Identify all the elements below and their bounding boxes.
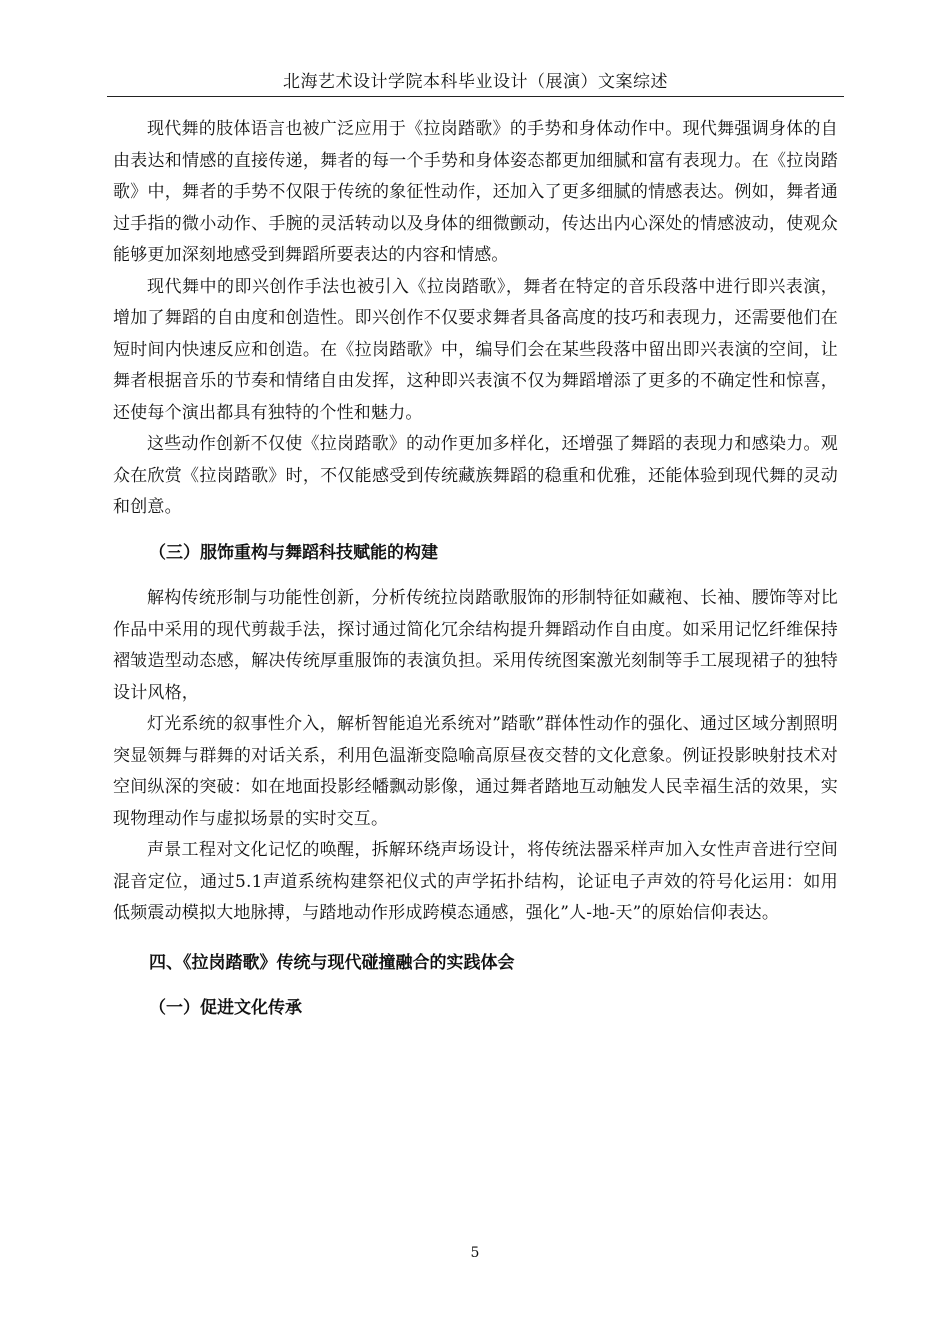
page-header-title: 北海艺术设计学院本科毕业设计（展演）文案综述	[283, 72, 668, 92]
chapter-heading-practice: 四、《拉岗踏歌》传统与现代碰撞融合的实践体会	[149, 952, 515, 973]
document-body	[113, 114, 838, 1025]
paragraph-costume: 解构传统形制与功能性创新，分析传统拉岗踏歌服饰的形制特征如藏袍、长袖、腰饰等对比作品中采用的现代剪裁手法，探讨通过简化冗余结构提升舞蹈动作自由度。如采用记忆纤维保持褶皱造型动态感，解决传统厚重服饰的表演负担。采用传统图案激光刻制等手工展现裙子的独特设计风格，	[113, 588, 838, 703]
paragraph-improvisation: 现代舞中的即兴创作手法也被引入《拉岗踏歌》，舞者在特定的音乐段落中进行即兴表演，增加了舞蹈的自由度和创造性。即兴创作不仅要求舞者具备高度的技巧和表现力，还需要他们在短时间内快速反应和创造。在《拉岗踏歌》中，编导们会在某些段落中留出即兴表演的空间，让舞者根据音乐的节奏和情绪自由发挥，这种即兴表演不仅为舞蹈增添了更多的不确定性和惊喜，还使每个演出都具有独特的个性和魅力。	[113, 276, 838, 423]
paragraph-soundscape: 声景工程对文化记忆的唤醒，拆解环绕声场设计，将传统法器采样声加入女性声音进行空间混音定位，通过5.1声道系统构建祭祀仪式的声学拓扑结构，论证电子声效的符号化运用：如用低频震动模拟大地脉搏，与踏地动作形成跨模态通感，强化”人-地-天”的原始信仰表达。	[113, 840, 838, 923]
paragraph-body-gestures: 现代舞的肢体语言也被广泛应用于《拉岗踏歌》的手势和身体动作中。现代舞强调身体的自由表达和情感的直接传递，舞者的每一个手势和身体姿态都更加细腻和富有表现力。在《拉岗踏歌》中，舞者的手势不仅限于传统的象征性动作，还加入了更多细腻的情感表达。例如，舞者通过手指的微小动作、手腕的灵活转动以及身体的细微颤动，传达出内心深处的情感波动，使观众能够更加深刻地感受到舞蹈所要表达的内容和情感。	[113, 119, 838, 265]
header-divider	[107, 96, 844, 97]
section-heading-costume-tech: （三）服饰重构与舞蹈科技赋能的构建	[149, 542, 438, 563]
paragraph-lighting: 灯光系统的叙事性介入，解析智能追光系统对”踏歌”群体性动作的强化、通过区域分割照明突显领舞与群舞的对话关系，利用色温渐变隐喻高原昼夜交替的文化意象。例证投影映射技术对空间纵深的突破：如在地面投影经幡飘动影像，通过舞者踏地互动触发人民幸福生活的效果，实现物理动作与虚拟场景的实时交互。	[113, 714, 838, 829]
paragraph-innovation-summary: 这些动作创新不仅使《拉岗踏歌》的动作更加多样化，还增强了舞蹈的表现力和感染力。观众在欣赏《拉岗踏歌》时，不仅能感受到传统藏族舞蹈的稳重和优雅，还能体验到现代舞的灵动和创意。	[113, 434, 838, 517]
page-number: 5	[470, 1245, 480, 1261]
section-heading-cultural-heritage: （一）促进文化传承	[149, 998, 302, 1018]
